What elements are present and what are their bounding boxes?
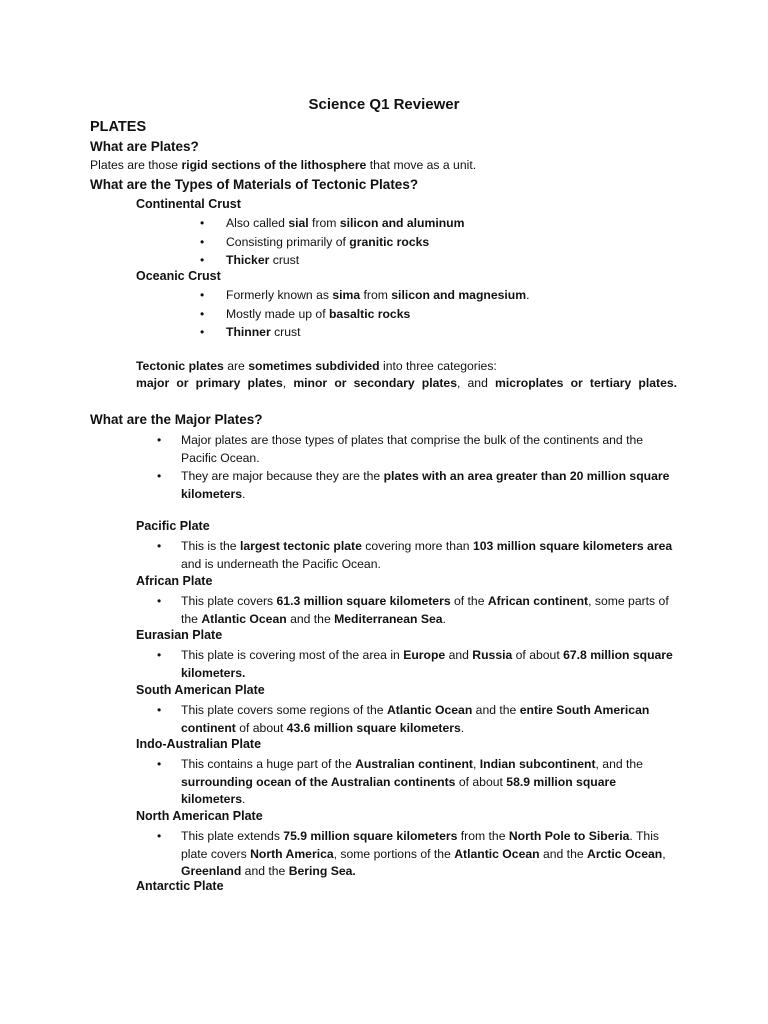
bullet-icon: • bbox=[200, 325, 205, 339]
bullet-icon: • bbox=[157, 648, 162, 662]
heading-major-plates: What are the Major Plates? bbox=[90, 412, 263, 427]
bullet-icon: • bbox=[200, 253, 205, 267]
plate-heading: Indo-Australian Plate bbox=[136, 737, 262, 751]
list-item-text: This is the largest tectonic plate covering more than 103 million square kilometers area and is underneath the Pacific Ocean. bbox=[181, 539, 673, 571]
list-item-text: Also called sial from silicon and aluminum bbox=[226, 216, 465, 230]
plate-heading: Eurasian Plate bbox=[136, 628, 223, 642]
plate-heading: North American Plate bbox=[136, 809, 263, 823]
bullet-icon: • bbox=[157, 594, 162, 608]
plate-heading: South American Plate bbox=[136, 683, 265, 697]
bullet-icon: • bbox=[157, 469, 162, 483]
subdivision-text: Tectonic plates are sometimes subdivided into three categories: bbox=[136, 359, 497, 373]
bullet-icon: • bbox=[200, 234, 205, 249]
bullet-icon: • bbox=[157, 703, 162, 717]
bullet-icon: • bbox=[157, 757, 162, 771]
list-item-text: Major plates are those types of plates that comprise the bulk of the continents and the Pacific Ocean. bbox=[181, 433, 644, 465]
bullet-icon: • bbox=[200, 216, 205, 230]
plate-categories: major or primary plates, minor or secondary plates, and microplates or tertiary plates. bbox=[136, 376, 678, 390]
list-item-text: This plate is covering most of the area in Europe and Russia of about 67.8 million square kilometers. bbox=[181, 648, 673, 680]
bullet-icon: • bbox=[200, 288, 205, 302]
plates-definition: Plates are those rigid sections of the lithosphere that move as a unit. bbox=[90, 158, 477, 172]
list-item-text: They are major because they are the plates with an area greater than 20 million square kilometers. bbox=[181, 469, 670, 501]
list-item-text: This plate covers some regions of the Atlantic Ocean and the entire South American continent of about 43.6 million square kilometers. bbox=[181, 703, 650, 735]
oceanic-crust-label: Oceanic Crust bbox=[136, 269, 221, 283]
list-item-text: Consisting primarily of granitic rocks bbox=[226, 234, 430, 249]
heading-plates: PLATES bbox=[90, 119, 147, 135]
bullet-icon: • bbox=[157, 433, 162, 447]
document-title: Science Q1 Reviewer bbox=[308, 96, 460, 113]
plate-heading: Antarctic Plate bbox=[136, 879, 224, 893]
list-item-text: This plate covers 61.3 million square kilometers of the African continent, some parts of the Atlantic Ocean and the Mediterranean Sea. bbox=[181, 594, 669, 626]
list-item-text: Thinner crust bbox=[226, 325, 301, 339]
bullet-icon: • bbox=[157, 829, 162, 843]
list-item-text: Formerly known as sima from silicon and magnesium. bbox=[226, 288, 530, 302]
plate-heading: Pacific Plate bbox=[136, 519, 210, 533]
continental-crust-label: Continental Crust bbox=[136, 197, 241, 211]
plate-heading: African Plate bbox=[136, 574, 213, 588]
list-item-text: This contains a huge part of the Australian continent, Indian subcontinent, and the surrounding ocean of the Australian continents of about 58.9 million square kilometers. bbox=[181, 757, 643, 806]
list-item-text: Thicker crust bbox=[226, 253, 300, 267]
bullet-icon: • bbox=[157, 539, 162, 553]
list-item-text: Mostly made up of basaltic rocks bbox=[226, 306, 411, 321]
heading-what-are-plates: What are Plates? bbox=[90, 139, 199, 154]
heading-material-types: What are the Types of Materials of Tectonic Plates? bbox=[90, 177, 419, 192]
list-item-text: This plate extends 75.9 million square kilometers from the North Pole to Siberia. This plate covers North America, some portions of the Atlantic Ocean and the Arctic Ocean, Greenland and the Bering Sea. bbox=[181, 829, 666, 878]
bullet-icon: • bbox=[200, 306, 205, 321]
